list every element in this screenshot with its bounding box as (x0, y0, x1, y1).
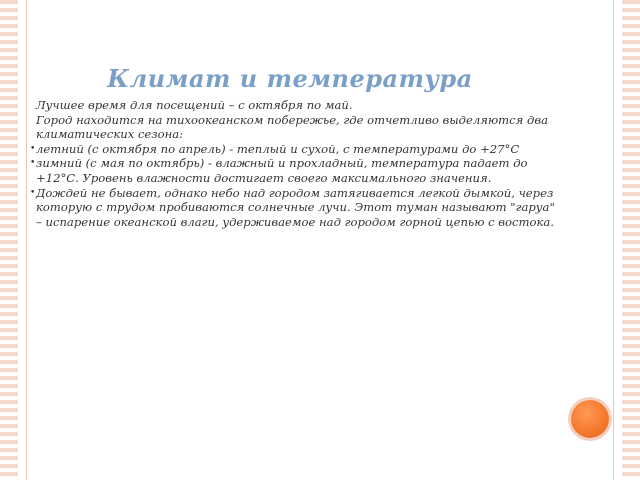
orange-circle-icon (571, 400, 609, 438)
bullet-icon: • (30, 143, 36, 154)
bullet-icon: • (30, 187, 36, 198)
bullet-icon: • (30, 158, 36, 169)
bullet-item-rain (30, 185, 556, 230)
right-stripe-border (622, 0, 640, 480)
bullet-text: Дождей не бывает, однако небо над городом затягивается легкой дымкой, через которую с трудом пробиваются солнечные лучи. Этот туман называют "гаруа" – испарение океанской влаги, удерживаемое над городом горной цепью с востока. (36, 185, 555, 229)
left-divider-line (26, 0, 27, 480)
climate-bullet-list (30, 141, 556, 230)
bullet-text: зимний (с мая по октябрь) - влажный и прохладный, температура падает до +12°С. Уровень влажности достигает своего максимального значения. (36, 156, 528, 185)
left-stripe-border (0, 0, 18, 480)
bullet-item-summer (30, 141, 556, 157)
right-divider-line (613, 0, 614, 480)
bullet-text: летний (с октября по апрель) - теплый и сухой, с температурами до +27°С (36, 141, 520, 156)
slide-body (30, 98, 556, 229)
intro-line-2: Город находится на тихоокеанском побережье, где отчетливо выделяются два климатических сезона: (36, 112, 549, 142)
bullet-item-winter (30, 156, 556, 185)
slide-title: Климат и температура (107, 64, 473, 93)
intro-line-1: Лучшее время для посещений – с октября по май. (36, 98, 353, 112)
